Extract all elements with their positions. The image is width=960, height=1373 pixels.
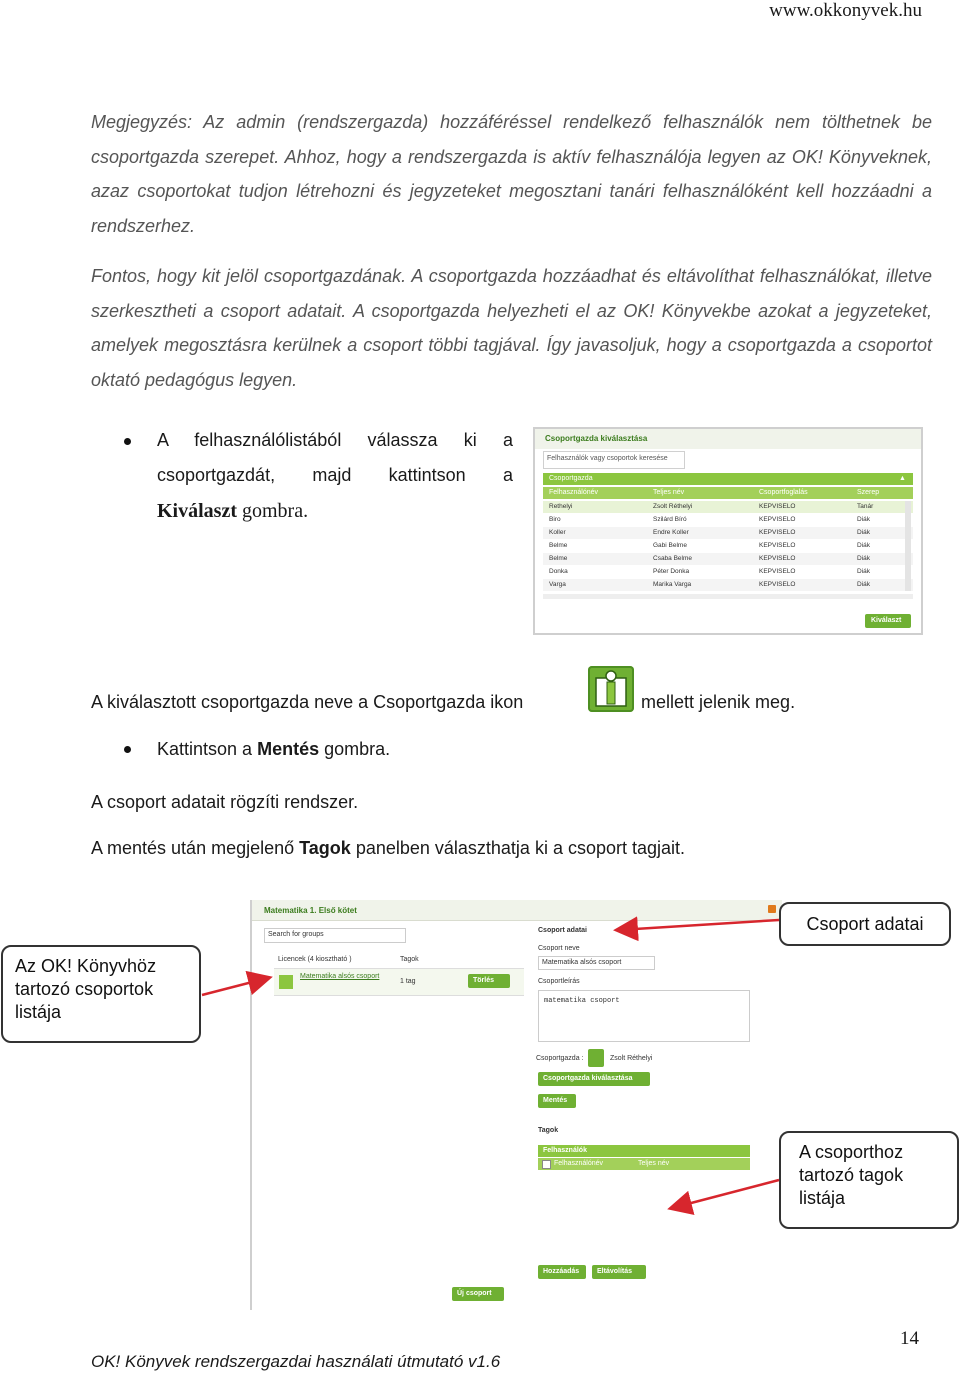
- group-name-value: Matematika alsós csoport: [542, 959, 622, 966]
- admin-panel-label: Csoportgazda: [549, 475, 593, 482]
- group-search-placeholder: Search for groups: [268, 931, 324, 938]
- users-col-username[interactable]: Felhasználónév: [554, 1160, 604, 1167]
- members-line-suffix: panelben választhatja ki a csoport tagjait.: [350, 838, 686, 858]
- save-label: Mentés: [543, 1097, 568, 1104]
- cell: Rethelyi: [549, 503, 573, 510]
- callout-group-data: Csoport adatai: [779, 902, 951, 946]
- select-button-label: Kiválaszt: [871, 617, 902, 624]
- add-label: Hozzáadás: [543, 1268, 580, 1275]
- cell: Belme: [549, 542, 568, 549]
- col-header[interactable]: Csoportfoglalás: [759, 489, 808, 496]
- arrow-to-members: [672, 1180, 779, 1208]
- delete-label: Törlés: [473, 977, 495, 984]
- col-header[interactable]: Felhasználónév: [549, 489, 599, 496]
- user-search-placeholder: Felhasználók vagy csoportok keresése: [547, 455, 668, 462]
- group-desc-label: Csoportleírás: [538, 978, 580, 985]
- group-desc-value: matematika csoport: [544, 997, 620, 1005]
- choose-admin-label: Csoportgazda kiválasztása: [543, 1075, 633, 1082]
- bullet2-suffix: gombra.: [319, 739, 391, 759]
- arrow-to-details: [618, 920, 779, 930]
- bullet2-prefix: Kattintson a: [157, 739, 258, 759]
- members-panel-title: Tagok: [538, 1127, 559, 1134]
- cell: Zsolt Réthelyi: [653, 503, 693, 510]
- cell: Szilárd Bíró: [653, 516, 687, 523]
- tagok-label: Tagok: [299, 838, 351, 858]
- header-url: www.okkonyvek.hu: [769, 0, 922, 21]
- remove-label: Eltávolítás: [597, 1268, 633, 1275]
- cell: Csaba Belme: [653, 555, 693, 562]
- note-paragraph-2: Fontos, hogy kit jelöl csoportgazdának. A csoportgazda hozzáadhat és eltávolíthat felhasználókat, illetve szerkesztheti a csoport adatait. A csoportgazda helyezheti el az OK! Könyvekbe azokat a jegyzeteket, amelyek megosztásra kerülnek a csoport többi tagjával. Így javasoljuk, hogy a csoportgazda a csoportot oktató pedagógus legyen.: [91, 266, 932, 390]
- cell: Marika Varga: [653, 581, 692, 588]
- cell: KEPVISELO: [759, 503, 796, 510]
- admin-label: Csoportgazda :: [536, 1055, 584, 1062]
- bullet1-line2: csoportgazdát, majd kattintson a: [157, 465, 513, 485]
- users-header-label: Felhasználók: [543, 1147, 587, 1154]
- cell: KEPVISELO: [759, 529, 796, 536]
- kivalaszt-label: Kiválaszt: [157, 500, 237, 522]
- bullet1-rest: gombra.: [237, 500, 309, 522]
- members-line-prefix: A mentés után megjelenő: [91, 838, 300, 858]
- page-number: 14: [900, 1328, 919, 1349]
- cell: Diák: [857, 568, 871, 575]
- cell: Biro: [549, 516, 561, 523]
- cell: Koller: [549, 529, 566, 536]
- users-col-fullname[interactable]: Teljes név: [638, 1160, 670, 1167]
- cell: Diák: [857, 581, 871, 588]
- cell: KEPVISELO: [759, 555, 796, 562]
- admin-name: Zsolt Réthelyi: [610, 1055, 653, 1062]
- cell: Diák: [857, 516, 871, 523]
- group-member-count: 1 tag: [400, 978, 416, 985]
- group-name-link[interactable]: Matematika alsós csoport: [300, 973, 380, 980]
- cell: KEPVISELO: [759, 542, 796, 549]
- cell: Gabi Belme: [653, 542, 687, 549]
- saved-line: A csoport adatait rögzíti rendszer.: [91, 792, 359, 812]
- cell: Varga: [549, 581, 566, 588]
- cell: Endre Koller: [653, 529, 689, 536]
- icon-line-before: A kiválasztott csoportgazda neve a Csoportgazda ikon: [91, 692, 524, 712]
- mentes-label: Mentés: [257, 739, 320, 759]
- cell: KEPVISELO: [759, 581, 796, 588]
- members-header: Tagok: [400, 956, 419, 963]
- collapse-icon[interactable]: ▲: [899, 475, 906, 482]
- icon-line-after: mellett jelenik meg.: [641, 692, 796, 712]
- col-header[interactable]: Teljes név: [653, 489, 685, 496]
- cell: Diák: [857, 529, 871, 536]
- group-name-label: Csoport neve: [538, 945, 580, 952]
- callout-members-list: A csoporthoz tartozó tagok listája: [779, 1131, 959, 1229]
- window-title: Matematika 1. Első kötet: [264, 906, 357, 915]
- bullet1-line1: A felhasználólistából válassza ki a: [157, 430, 513, 450]
- callout-groups-list: Az OK! Könyvhöz tartozó csoportok listája: [1, 945, 201, 1043]
- cell: Belme: [549, 555, 568, 562]
- cell: Péter Donka: [653, 568, 690, 575]
- new-group-label: Új csoport: [457, 1290, 492, 1297]
- note-paragraph-1: Megjegyzés: Az admin (rendszergazda) hozzáféréssel rendelkező felhasználók nem tölthetnek be csoportgazda szerepet. Ahhoz, hogy a rendszergazda is aktív felhasználója legyen az OK! Könyveknek, azaz csoportokat tudjon létrehozni és jegyzeteket megosztani tanári felhasználóként kell hozzáadni a rendszerhez.: [91, 112, 932, 236]
- cell: Donka: [549, 568, 568, 575]
- details-panel-title: Csoport adatai: [538, 927, 588, 934]
- dialog-title: Csoportgazda kiválasztása: [545, 434, 648, 443]
- cell: KEPVISELO: [759, 568, 796, 575]
- cell: Tanár: [857, 503, 874, 510]
- cell: Diák: [857, 555, 871, 562]
- col-header[interactable]: Szerep: [857, 489, 880, 496]
- licences-header: Licencek (4 kiosztható ): [278, 956, 352, 963]
- footer-title: OK! Könyvek rendszergazdai használati útmutató v1.6: [91, 1352, 501, 1371]
- arrow-to-groups: [202, 978, 268, 995]
- cell: Diák: [857, 542, 871, 549]
- cell: KEPVISELO: [759, 516, 796, 523]
